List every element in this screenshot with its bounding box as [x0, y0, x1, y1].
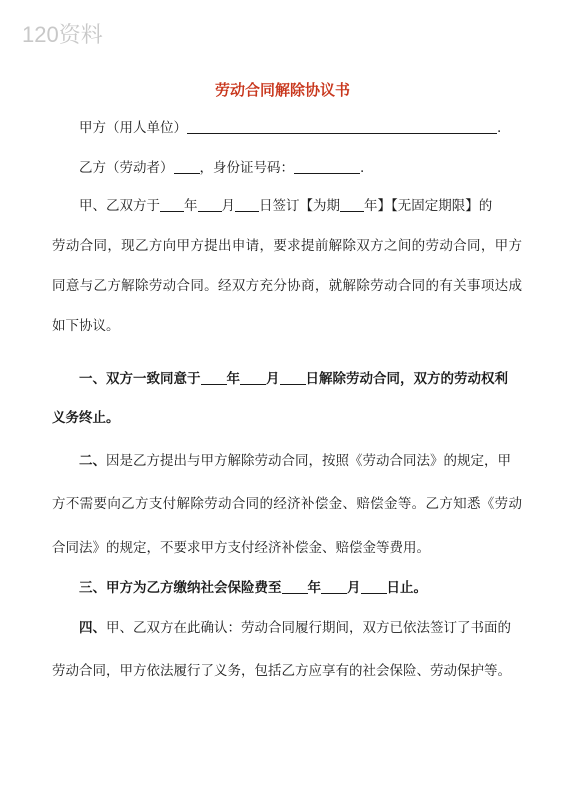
clause-1-line-1 [79, 369, 522, 389]
sign-month-blank[interactable] [198, 197, 222, 212]
clause-4-text-1: 甲、乙双方在此确认：劳动合同履行期间，双方已依法签订了书面的 [106, 620, 511, 636]
sign-year-blank[interactable] [160, 197, 184, 212]
clause-3-text-3: 月 [347, 580, 361, 596]
party-b-line [79, 158, 522, 178]
clause-3-text-1: 三、甲方为乙方缴纳社会保险费至 [79, 580, 282, 596]
clause-3-line [79, 578, 522, 598]
intro-text-3: 月 [221, 198, 235, 214]
party-b-end: . [360, 160, 365, 176]
clause-4-line-2: 劳动合同，甲方依法履行了义务，包括乙方应享有的社会保险、劳动保护等。 [52, 663, 511, 679]
intro-line-2: 劳动合同，现乙方向甲方提出申请，要求提前解除双方之间的劳动合同，甲方 [52, 238, 522, 254]
intro-text-5: 年】【无固定期限】的 [364, 198, 493, 214]
termination-month-blank[interactable] [240, 370, 266, 385]
termination-year-blank[interactable] [201, 370, 227, 385]
clause-1-text-4: 日解除劳动合同，双方的劳动权利 [305, 371, 508, 387]
insurance-month-blank[interactable] [321, 579, 347, 594]
party-b-id-label: ，身份证号码： [199, 160, 294, 176]
employee-name-blank[interactable] [174, 159, 200, 174]
sign-day-blank[interactable] [235, 197, 259, 212]
clause-4-number: 四、 [79, 620, 106, 636]
insurance-day-blank[interactable] [361, 579, 387, 594]
intro-text-2: 年 [184, 198, 198, 214]
clause-1-text-3: 月 [266, 371, 280, 387]
intro-text-4: 日签订【为期 [259, 198, 340, 214]
clause-1-text-1: 一、双方一致同意于 [79, 371, 201, 387]
clause-2-number: 二、 [79, 453, 106, 469]
term-years-blank[interactable] [340, 197, 364, 212]
intro-text-1: 甲、乙双方于 [79, 198, 160, 214]
employer-name-blank[interactable] [187, 119, 497, 134]
party-a-line [79, 118, 522, 138]
document-title: 劳动合同解除协议书 [214, 81, 350, 99]
intro-line-4: 如下协议。 [52, 318, 120, 334]
clause-3-text-2: 年 [307, 580, 321, 596]
clause-1-text-2: 年 [226, 371, 240, 387]
id-number-blank[interactable] [294, 159, 360, 174]
party-a-end: . [497, 120, 502, 136]
clause-2-line-3: 合同法》的规定，不要求甲方支付经济补偿金、赔偿金等费用。 [52, 540, 430, 556]
party-b-label: 乙方（劳动者） [79, 160, 174, 176]
intro-line-3: 同意与乙方解除劳动合同。经双方充分协商，就解除劳动合同的有关事项达成 [52, 278, 522, 294]
clause-4-line-1 [79, 618, 522, 638]
party-a-label: 甲方（用人单位） [79, 120, 187, 136]
clause-3-text-4: 日止。 [386, 580, 427, 596]
intro-line-1 [79, 196, 522, 216]
clause-2-line-2: 方不需要向乙方支付解除劳动合同的经济补偿金、赔偿金等。乙方知悉《劳动 [52, 496, 522, 512]
clause-2-text-1: 因是乙方提出与甲方解除劳动合同，按照《劳动合同法》的规定，甲 [106, 453, 511, 469]
clause-1-line-2: 义务终止。 [52, 410, 120, 426]
insurance-year-blank[interactable] [282, 579, 308, 594]
watermark: 120资料 [22, 22, 103, 47]
clause-2-line-1 [79, 451, 522, 471]
termination-day-blank[interactable] [280, 370, 306, 385]
